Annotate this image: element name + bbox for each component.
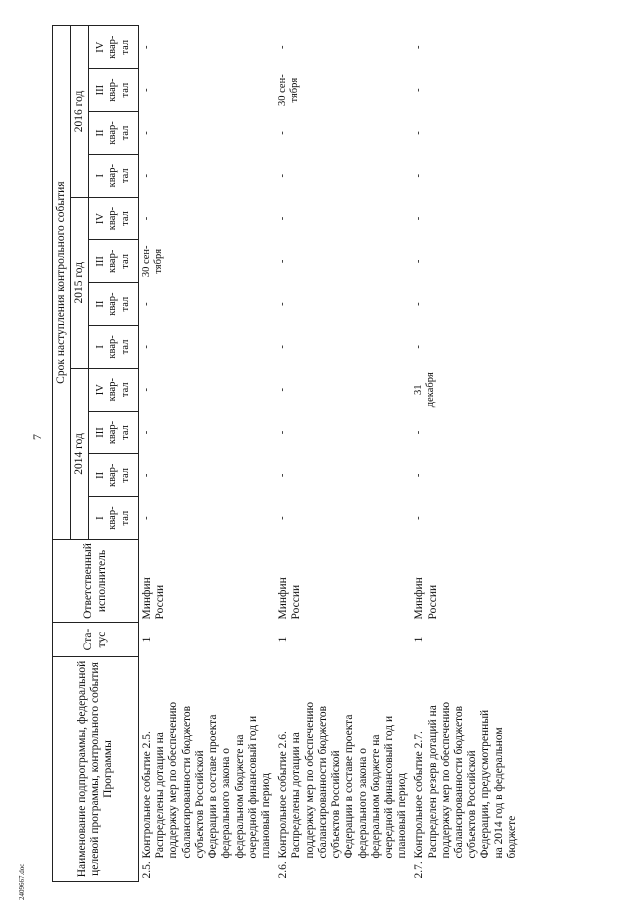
event-name: Контрольное событие 2.5. Распределены дотации на поддержку мер по обеспечению сбалансированности бюджетов субъектов Российской Федерации в составе проекта федерального закона о федеральном бюджете на очередной финансовый год и плановый период [141,701,272,859]
header-quarter [89,69,139,112]
event-name: Контрольное событие 2.6. Распределены дотации на поддержку мер по обеспечению сбалансированности бюджетов субъектов Российской Федерации в составе проекта федерального закона о федеральном бюджете на очередной финансовый год и плановый период [277,701,409,859]
quarter-cell: - [141,131,152,135]
quarter-cell: - [141,302,152,306]
header-quarter [89,454,139,497]
event-executor: Минфин России [141,577,167,620]
quarter-cell: - [277,516,289,520]
header-quarter [89,197,139,240]
quarter-cell: - [141,45,152,49]
quarter-cell: 30 сен-тября [277,74,300,106]
quarter-cell: - [413,473,425,478]
quarter-word: квар-тал [107,292,131,316]
table-row [139,26,276,882]
quarter-cell: - [141,173,152,178]
event-number: 2.7. [413,861,426,879]
header-quarter [89,326,139,369]
event-name: Контрольное событие 2.7. Распределен резерв дотаций на поддержку мер по обеспечению сбалансированности бюджетов субъектов Российской Федерации, предусмотренный на 2014 год в федеральном бюджете [413,701,518,859]
quarter-cell: - [277,131,289,135]
header-quarter [89,154,139,197]
quarter-cell: - [277,430,289,435]
quarter-cell: - [141,387,152,392]
header-quarter [89,283,139,326]
quarter-word: квар-тал [107,335,131,359]
quarter-word: квар-тал [107,249,131,273]
quarter-word: квар-тал [107,463,131,487]
quarter-word: квар-тал [107,506,131,530]
header-status: Ста-тус [53,623,139,657]
header-year: 2014 год [71,368,89,539]
table-row [411,26,521,882]
quarter-cell: - [277,387,289,392]
quarter-cell: - [413,302,425,306]
quarter-number: II [95,300,107,308]
quarter-word: квар-тал [107,121,131,145]
event-cell [411,657,521,882]
header-quarter [89,368,139,411]
table-row [275,26,411,882]
quarter-cell: - [277,216,289,221]
header-year: 2016 год [71,26,89,197]
quarter-number: II [95,471,107,479]
quarter-cell: - [413,88,425,92]
event-number: 2.6. [277,861,290,879]
quarter-cell: - [277,473,289,478]
quarter-number: I [95,516,107,520]
event-executor: Минфин России [277,577,303,620]
quarter-word: квар-тал [107,164,131,188]
quarter-cell: - [141,430,152,435]
header-quarter [89,411,139,454]
event-status: 1 [277,636,290,643]
header-year: 2015 год [71,197,89,368]
event-cell [275,657,411,882]
header-executor: Ответственный исполнитель [53,540,139,623]
event-status: 1 [413,636,426,643]
quarter-number: III [95,427,107,438]
quarter-cell: - [413,173,425,178]
quarter-word: квар-тал [107,35,131,59]
quarter-cell: - [141,516,152,520]
quarter-cell: - [413,345,425,349]
quarter-cell: - [277,345,289,349]
quarter-cell: - [413,259,425,264]
quarter-number: IV [95,212,107,225]
quarter-cell: 31 декабря [413,372,436,408]
quarter-word: квар-тал [107,420,131,445]
quarter-number: I [95,345,107,349]
quarter-number: IV [95,384,107,396]
quarter-word: квар-тал [107,206,131,231]
quarter-number: III [95,84,107,96]
quarter-number: III [95,256,107,267]
event-executor: Минфин России [413,577,439,620]
quarter-cell: - [277,259,289,264]
quarter-number: II [95,129,107,137]
quarter-cell: - [141,473,152,478]
header-period: Срок наступления контрольного события [53,26,71,540]
quarter-cell: - [413,45,425,49]
quarter-cell: - [277,302,289,306]
quarter-cell: - [413,430,425,435]
quarter-cell: - [141,216,152,221]
quarter-cell: - [413,516,425,520]
event-cell [139,657,276,882]
header-quarter [89,26,139,69]
quarter-cell: - [413,216,425,221]
quarter-cell: - [141,345,152,349]
quarter-word: квар-тал [107,378,131,402]
quarter-cell: - [141,88,152,92]
quarter-cell: - [413,131,425,135]
quarter-number: I [95,173,107,178]
header-quarter [89,240,139,283]
quarter-cell: - [277,45,289,49]
quarter-cell: - [277,173,289,178]
event-number: 2.5. [141,861,153,879]
control-events-table-page [52,26,582,882]
quarter-word: квар-тал [107,78,131,102]
event-status: 1 [141,636,153,643]
quarter-cell: 30 сен-тября [141,245,164,278]
footer-code: 2409667.doc [18,863,26,900]
control-events-table [52,25,521,882]
page-number: 7 [30,434,44,440]
header-quarter [89,497,139,540]
quarter-number: IV [95,41,107,53]
header-quarter [89,112,139,155]
header-name: Наименование подпрограммы, федеральной целевой программы, контрольного события Программы [53,657,139,882]
